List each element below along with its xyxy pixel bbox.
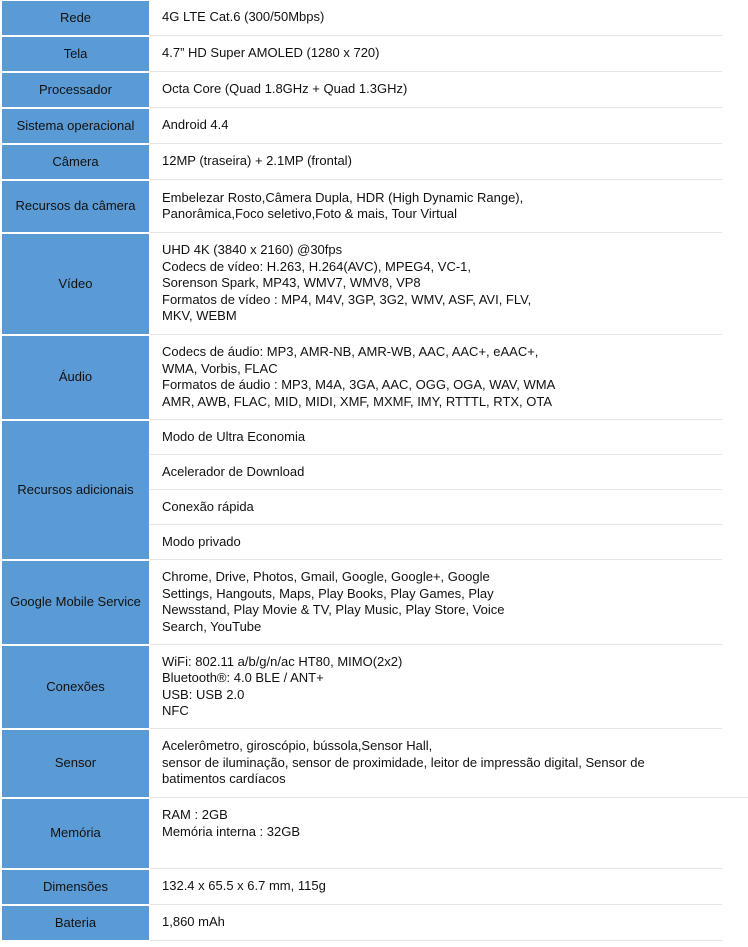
spec-row-audio bbox=[0, 335, 748, 420]
spec-row-recursos-adicionais bbox=[0, 420, 748, 455]
spec-label: Google Mobile Service bbox=[0, 560, 150, 645]
spec-label: Rede bbox=[0, 0, 150, 36]
spec-label: Recursos adicionais bbox=[0, 420, 150, 560]
spec-label: Câmera bbox=[0, 144, 150, 180]
spec-value: 12MP (traseira) + 2.1MP (frontal) bbox=[150, 144, 722, 180]
spec-label: Sensor bbox=[0, 729, 150, 798]
spec-row-memoria bbox=[0, 798, 748, 869]
spec-value: Modo privado bbox=[150, 525, 722, 560]
spec-label: Vídeo bbox=[0, 233, 150, 335]
spec-label: Memória bbox=[0, 798, 150, 869]
spec-row-rede bbox=[0, 0, 748, 36]
spec-label: Bateria bbox=[0, 905, 150, 941]
spec-label: Conexões bbox=[0, 645, 150, 729]
spec-row-conexoes bbox=[0, 645, 748, 729]
spec-value: Modo de Ultra Economia bbox=[150, 420, 722, 455]
spec-value: Embelezar Rosto,Câmera Dupla, HDR (High Dynamic Range), Panorâmica,Foco seletivo,Foto & mais, Tour Virtual bbox=[150, 180, 722, 233]
spec-row-processador bbox=[0, 72, 748, 108]
spec-row-dimensoes bbox=[0, 869, 748, 905]
spec-value: Chrome, Drive, Photos, Gmail, Google, Google+, Google Settings, Hangouts, Maps, Play Books, Play Games, Play Newsstand, Play Movie & TV, Play Music, Play Store, Voice Search, YouTube bbox=[150, 560, 722, 645]
spec-label: Recursos da câmera bbox=[0, 180, 150, 233]
spec-row-sistema-operacional bbox=[0, 108, 748, 144]
spec-row-video bbox=[0, 233, 748, 335]
spec-value: Conexão rápida bbox=[150, 490, 722, 525]
spec-value: 132.4 x 65.5 x 6.7 mm, 115g bbox=[150, 869, 722, 905]
spec-value: 1,860 mAh bbox=[150, 905, 722, 941]
spec-row-google-mobile-service bbox=[0, 560, 748, 645]
spec-label: Sistema operacional bbox=[0, 108, 150, 144]
spec-row-sensor bbox=[0, 729, 748, 798]
spec-value: Octa Core (Quad 1.8GHz + Quad 1.3GHz) bbox=[150, 72, 722, 108]
spec-label: Dimensões bbox=[0, 869, 150, 905]
spec-value: 4G LTE Cat.6 (300/50Mbps) bbox=[150, 0, 722, 36]
spec-row-camera bbox=[0, 144, 748, 180]
spec-value: WiFi: 802.11 a/b/g/n/ac HT80, MIMO(2x2) Bluetooth®: 4.0 BLE / ANT+ USB: USB 2.0 NFC bbox=[150, 645, 722, 729]
spec-value: Acelerador de Download bbox=[150, 455, 722, 490]
spec-value: Acelerômetro, giroscópio, bússola,Sensor Hall, sensor de iluminação, sensor de proximidade, leitor de impressão digital, Sensor de batimentos cardíacos bbox=[150, 729, 748, 798]
spec-value: RAM : 2GB Memória interna : 32GB bbox=[150, 798, 722, 869]
spec-value: 4.7” HD Super AMOLED (1280 x 720) bbox=[150, 36, 722, 72]
spec-value: Android 4.4 bbox=[150, 108, 722, 144]
spec-label: Áudio bbox=[0, 335, 150, 420]
spec-label: Processador bbox=[0, 72, 150, 108]
spec-label: Tela bbox=[0, 36, 150, 72]
spec-row-tela bbox=[0, 36, 748, 72]
spec-value: UHD 4K (3840 x 2160) @30fps Codecs de vídeo: H.263, H.264(AVC), MPEG4, VC-1, Sorenson Spark, MP43, WMV7, WMV8, VP8 Formatos de vídeo : MP4, M4V, 3GP, 3G2, WMV, ASF, AVI, FLV, MKV, WEBM bbox=[150, 233, 722, 335]
spec-row-recursos-camera bbox=[0, 180, 748, 233]
spec-value: Codecs de áudio: MP3, AMR-NB, AMR-WB, AAC, AAC+, eAAC+, WMA, Vorbis, FLAC Formatos de áudio : MP3, M4A, 3GA, AAC, OGG, OGA, WAV, WMA AMR, AWB, FLAC, MID, MIDI, XMF, MXMF, IMY, RTTTL, RTX, OTA bbox=[150, 335, 722, 420]
spec-row-bateria bbox=[0, 905, 748, 941]
